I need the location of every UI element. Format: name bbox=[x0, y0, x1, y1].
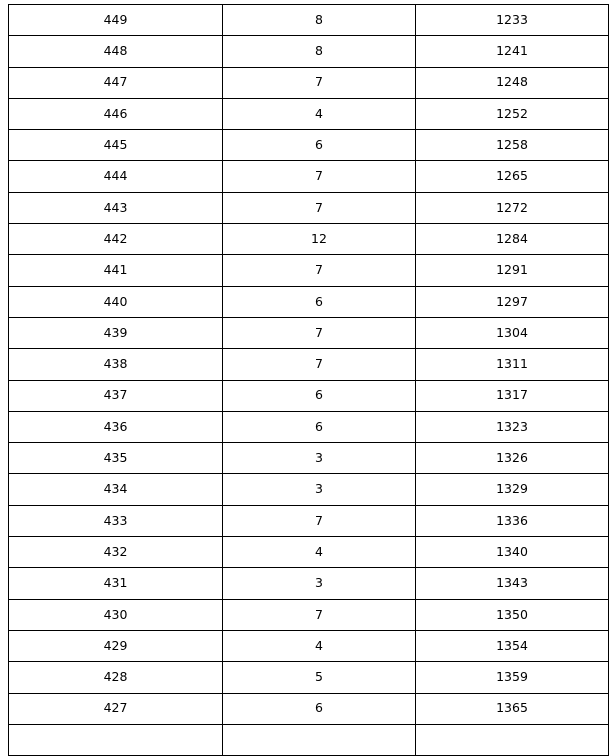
cumulative-cell: 1329 bbox=[416, 474, 609, 505]
table-row bbox=[9, 161, 609, 192]
cumulative-cell: 1323 bbox=[416, 411, 609, 442]
count-cell: 3 bbox=[223, 443, 416, 474]
score-cell: 431 bbox=[9, 568, 223, 599]
score-cell: 439 bbox=[9, 317, 223, 348]
table-row bbox=[9, 130, 609, 161]
table-row bbox=[9, 380, 609, 411]
cumulative-cell: 1252 bbox=[416, 98, 609, 129]
table-row bbox=[9, 286, 609, 317]
cumulative-cell: 1297 bbox=[416, 286, 609, 317]
cumulative-cell: 1359 bbox=[416, 662, 609, 693]
table-row bbox=[9, 599, 609, 630]
count-cell: 4 bbox=[223, 537, 416, 568]
score-cell: 443 bbox=[9, 192, 223, 223]
score-cell: 440 bbox=[9, 286, 223, 317]
count-cell: 7 bbox=[223, 317, 416, 348]
count-cell: 6 bbox=[223, 286, 416, 317]
count-cell: 3 bbox=[223, 474, 416, 505]
score-cell: 437 bbox=[9, 380, 223, 411]
count-cell: 6 bbox=[223, 693, 416, 724]
table-row bbox=[9, 693, 609, 724]
cumulative-cell: 1336 bbox=[416, 505, 609, 536]
cumulative-cell: 1233 bbox=[416, 5, 609, 36]
score-cell: 441 bbox=[9, 255, 223, 286]
cumulative-cell: 1291 bbox=[416, 255, 609, 286]
count-cell: 5 bbox=[223, 662, 416, 693]
cumulative-cell: 1241 bbox=[416, 36, 609, 67]
table-row bbox=[9, 98, 609, 129]
score-cell: 427 bbox=[9, 693, 223, 724]
count-cell: 7 bbox=[223, 192, 416, 223]
table-row bbox=[9, 505, 609, 536]
score-table-body bbox=[9, 5, 609, 756]
table-row bbox=[9, 349, 609, 380]
cumulative-cell: 1265 bbox=[416, 161, 609, 192]
cumulative-cell: 1248 bbox=[416, 67, 609, 98]
count-cell: 3 bbox=[223, 568, 416, 599]
table-row bbox=[9, 192, 609, 223]
count-cell: 8 bbox=[223, 5, 416, 36]
score-cell: 433 bbox=[9, 505, 223, 536]
count-cell: 7 bbox=[223, 67, 416, 98]
table-row bbox=[9, 224, 609, 255]
table-row bbox=[9, 255, 609, 286]
table-row bbox=[9, 411, 609, 442]
cumulative-cell: 1354 bbox=[416, 630, 609, 661]
cumulative-cell: 1365 bbox=[416, 693, 609, 724]
table-row bbox=[9, 568, 609, 599]
empty-cell bbox=[416, 724, 609, 755]
cumulative-cell: 1258 bbox=[416, 130, 609, 161]
table-row bbox=[9, 662, 609, 693]
score-cell: 436 bbox=[9, 411, 223, 442]
score-cell: 434 bbox=[9, 474, 223, 505]
score-cell: 432 bbox=[9, 537, 223, 568]
score-cell: 444 bbox=[9, 161, 223, 192]
score-cell: 449 bbox=[9, 5, 223, 36]
count-cell: 8 bbox=[223, 36, 416, 67]
count-cell: 7 bbox=[223, 255, 416, 286]
score-cell: 448 bbox=[9, 36, 223, 67]
count-cell: 6 bbox=[223, 380, 416, 411]
cumulative-cell: 1284 bbox=[416, 224, 609, 255]
empty-cell bbox=[9, 724, 223, 755]
score-table-container bbox=[8, 4, 608, 756]
count-cell: 4 bbox=[223, 98, 416, 129]
cumulative-cell: 1304 bbox=[416, 317, 609, 348]
score-cell: 438 bbox=[9, 349, 223, 380]
score-cell: 447 bbox=[9, 67, 223, 98]
cumulative-cell: 1343 bbox=[416, 568, 609, 599]
table-row bbox=[9, 630, 609, 661]
cumulative-cell: 1326 bbox=[416, 443, 609, 474]
count-cell: 7 bbox=[223, 349, 416, 380]
score-cell: 442 bbox=[9, 224, 223, 255]
count-cell: 7 bbox=[223, 599, 416, 630]
score-cell: 428 bbox=[9, 662, 223, 693]
table-row-partial bbox=[9, 724, 609, 755]
count-cell: 7 bbox=[223, 161, 416, 192]
table-row bbox=[9, 36, 609, 67]
score-table bbox=[8, 4, 609, 756]
empty-cell bbox=[223, 724, 416, 755]
score-cell: 430 bbox=[9, 599, 223, 630]
score-cell: 445 bbox=[9, 130, 223, 161]
cumulative-cell: 1311 bbox=[416, 349, 609, 380]
cumulative-cell: 1317 bbox=[416, 380, 609, 411]
cumulative-cell: 1350 bbox=[416, 599, 609, 630]
count-cell: 6 bbox=[223, 411, 416, 442]
table-row bbox=[9, 474, 609, 505]
table-row bbox=[9, 67, 609, 98]
table-row bbox=[9, 443, 609, 474]
score-cell: 435 bbox=[9, 443, 223, 474]
cumulative-cell: 1272 bbox=[416, 192, 609, 223]
score-cell: 446 bbox=[9, 98, 223, 129]
count-cell: 7 bbox=[223, 505, 416, 536]
count-cell: 6 bbox=[223, 130, 416, 161]
table-row bbox=[9, 317, 609, 348]
count-cell: 4 bbox=[223, 630, 416, 661]
score-cell: 429 bbox=[9, 630, 223, 661]
cumulative-cell: 1340 bbox=[416, 537, 609, 568]
table-row bbox=[9, 5, 609, 36]
count-cell: 12 bbox=[223, 224, 416, 255]
table-row bbox=[9, 537, 609, 568]
